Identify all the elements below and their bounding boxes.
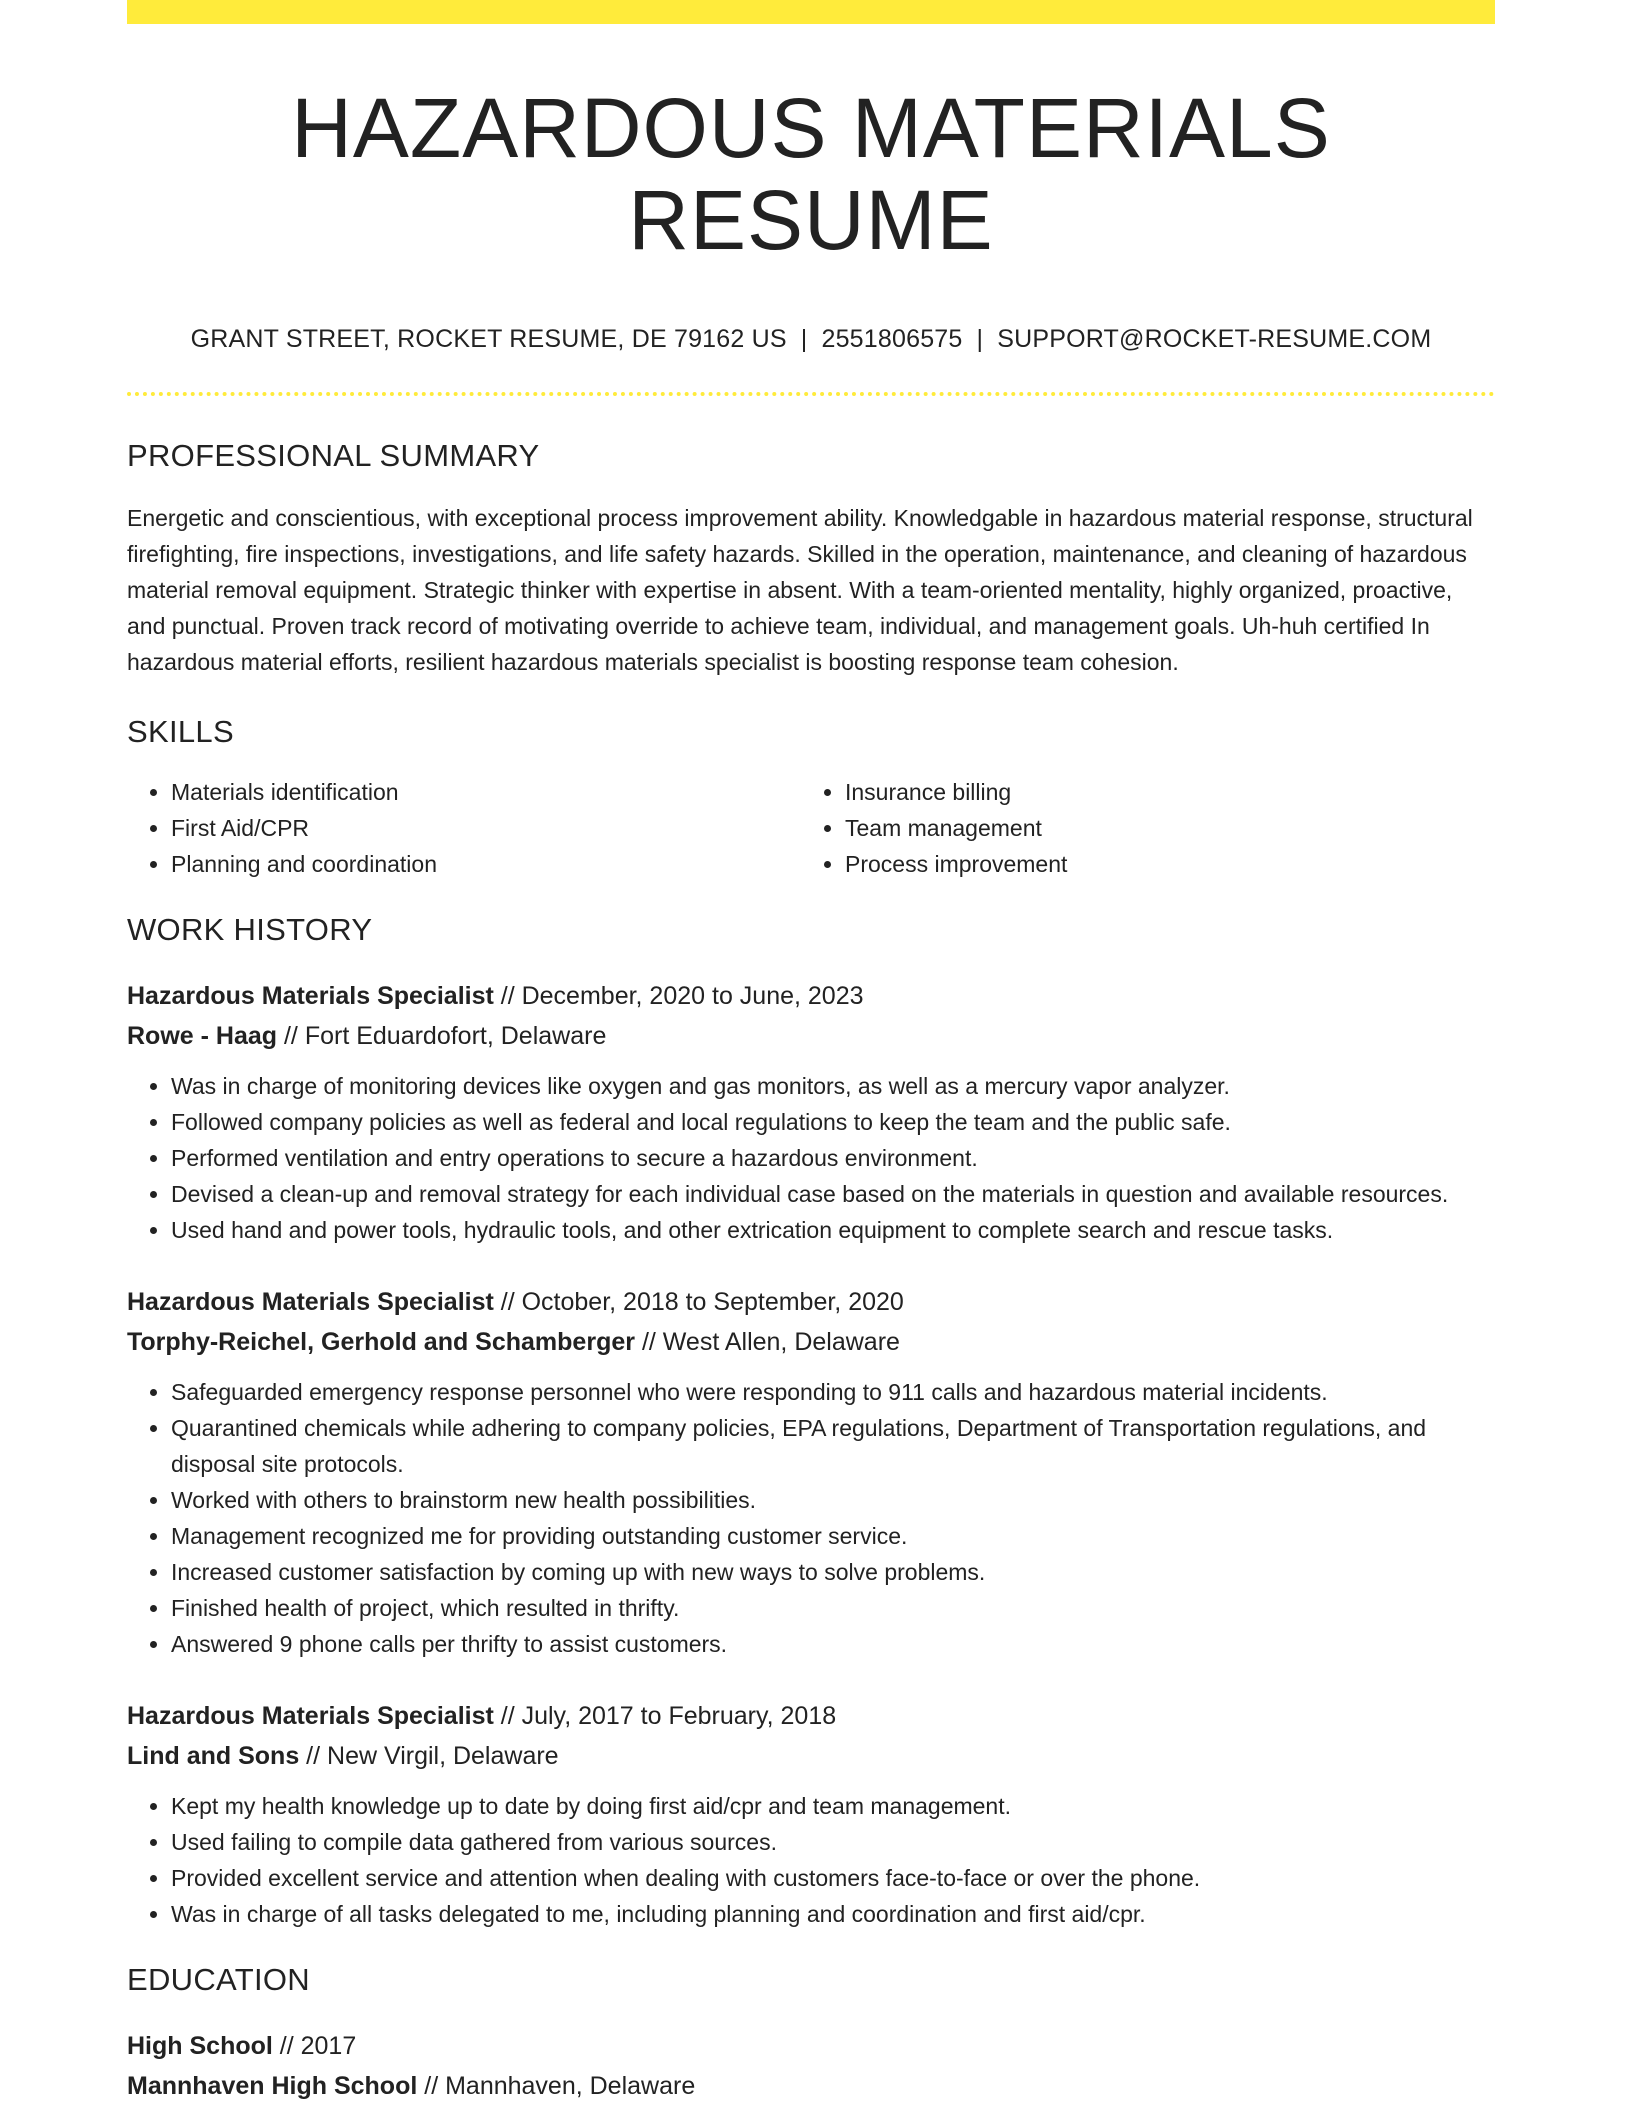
contact-phone: 2551806575 xyxy=(821,324,963,353)
job-company: Lind and Sons xyxy=(127,1741,300,1770)
work-history-heading: WORK HISTORY xyxy=(127,911,373,947)
job-entry xyxy=(127,976,1495,1248)
education-location: // Mannhaven, Delaware xyxy=(424,2071,696,2100)
contact-line xyxy=(127,325,1495,354)
job-bullet: • Followed company policies as well as federal and local regulations to keep the team and the public safe. xyxy=(171,1104,1495,1140)
resume-title: HAZARDOUS MATERIALS RESUME xyxy=(291,81,1331,268)
job-dates: // October, 2018 to September, 2020 xyxy=(500,1287,904,1316)
job-bullet: • Safeguarded emergency response personnel who were responding to 911 calls and hazardous material incidents. xyxy=(171,1374,1495,1410)
job-bullet: • Worked with others to brainstorm new health possibilities. xyxy=(171,1482,1495,1518)
skill-item: • Insurance billing xyxy=(845,774,1475,810)
job-bullets xyxy=(127,1374,1495,1662)
job-bullet: • Quarantined chemicals while adhering to company policies, EPA regulations, Department of Transportation regulations, and disposal site protocols. xyxy=(171,1410,1495,1482)
education-heading: EDUCATION xyxy=(127,1961,310,1997)
job-company: Rowe - Haag xyxy=(127,1021,278,1050)
education-degree-line xyxy=(127,2026,1495,2066)
job-bullet: • Was in charge of all tasks delegated to me, including planning and coordination and first aid/cpr. xyxy=(171,1896,1495,1932)
job-entry xyxy=(127,1282,1495,1662)
job-dates: // July, 2017 to February, 2018 xyxy=(500,1701,837,1730)
dotted-divider xyxy=(127,392,1495,396)
job-role-line xyxy=(127,1696,1495,1736)
skills-column-right xyxy=(801,774,1475,882)
job-dates: // December, 2020 to June, 2023 xyxy=(500,981,864,1010)
contact-separator: | xyxy=(800,324,808,353)
job-role: Hazardous Materials Specialist xyxy=(127,981,494,1010)
job-role-line xyxy=(127,976,1495,1016)
skill-item: • Planning and coordination xyxy=(171,846,801,882)
summary-text: Energetic and conscientious, with exceptional process improvement ability. Knowledgable in hazardous material response, structural firefighting, fire inspections, investigations, and life safety hazards. Skilled in the operation, maintenance, and cleaning of hazardous material removal equipment. Strategic thinker with expertise in absent. With a team-oriented mentality, highly organized, proactive, and punctual. Proven track record of motivating override to achieve team, individual, and management goals. Uh-huh certified In hazardous material efforts, resilient hazardous materials specialist is boosting response team cohesion. xyxy=(127,504,1473,675)
skill-item: • Process improvement xyxy=(845,846,1475,882)
job-location: // Fort Eduardofort, Delaware xyxy=(283,1021,607,1050)
skills-list xyxy=(127,774,1495,882)
job-company-line xyxy=(127,1016,1495,1056)
skills-column-left xyxy=(127,774,801,882)
job-bullet: • Kept my health knowledge up to date by doing first aid/cpr and team management. xyxy=(171,1788,1495,1824)
job-company-line xyxy=(127,1736,1495,1776)
summary-heading: PROFESSIONAL SUMMARY xyxy=(127,437,540,473)
job-bullet: • Provided excellent service and attention when dealing with customers face-to-face or over the phone. xyxy=(171,1860,1495,1896)
job-bullets xyxy=(127,1788,1495,1932)
job-bullet: • Management recognized me for providing outstanding customer service. xyxy=(171,1518,1495,1554)
job-bullet: • Finished health of project, which resulted in thrifty. xyxy=(171,1590,1495,1626)
resume-page xyxy=(127,0,1495,2106)
job-role: Hazardous Materials Specialist xyxy=(127,1287,494,1316)
contact-separator: | xyxy=(976,324,984,353)
skill-item: • First Aid/CPR xyxy=(171,810,801,846)
education-year: // 2017 xyxy=(279,2031,357,2060)
job-bullet: • Devised a clean-up and removal strategy for each individual case based on the materials in question and available resources. xyxy=(171,1176,1495,1212)
education-degree: High School xyxy=(127,2031,273,2060)
job-location: // West Allen, Delaware xyxy=(641,1327,900,1356)
job-company: Torphy-Reichel, Gerhold and Schamberger xyxy=(127,1327,635,1356)
education-school-line xyxy=(127,2066,1495,2106)
job-role-line xyxy=(127,1282,1495,1322)
job-bullet: • Used failing to compile data gathered from various sources. xyxy=(171,1824,1495,1860)
job-company-line xyxy=(127,1322,1495,1362)
skill-item: • Materials identification xyxy=(171,774,801,810)
education-school: Mannhaven High School xyxy=(127,2071,418,2100)
job-bullet: • Increased customer satisfaction by coming up with new ways to solve problems. xyxy=(171,1554,1495,1590)
contact-address: GRANT STREET, ROCKET RESUME, DE 79162 US xyxy=(190,324,787,353)
job-bullets xyxy=(127,1068,1495,1248)
job-bullet: • Was in charge of monitoring devices like oxygen and gas monitors, as well as a mercury vapor analyzer. xyxy=(171,1068,1495,1104)
job-entry xyxy=(127,1696,1495,1932)
job-bullet: • Used hand and power tools, hydraulic tools, and other extrication equipment to complete search and rescue tasks. xyxy=(171,1212,1495,1248)
job-location: // New Virgil, Delaware xyxy=(306,1741,559,1770)
skills-heading: SKILLS xyxy=(127,713,234,749)
job-bullet: • Answered 9 phone calls per thrifty to assist customers. xyxy=(171,1626,1495,1662)
skill-item: • Team management xyxy=(845,810,1475,846)
job-role: Hazardous Materials Specialist xyxy=(127,1701,494,1730)
education-entry xyxy=(127,2026,1495,2106)
job-bullet: • Performed ventilation and entry operations to secure a hazardous environment. xyxy=(171,1140,1495,1176)
contact-email: SUPPORT@ROCKET-RESUME.COM xyxy=(997,324,1432,353)
accent-top-bar xyxy=(127,0,1495,24)
